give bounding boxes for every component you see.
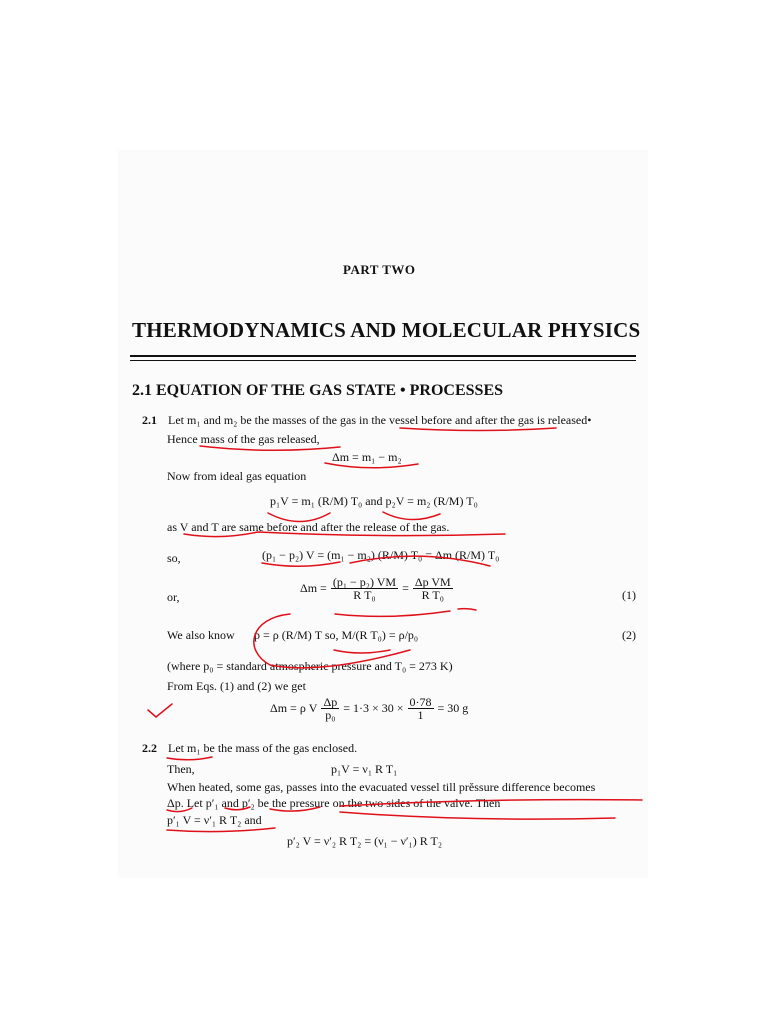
label-or: or, [167, 590, 180, 604]
problem-number: 2.2 [142, 741, 157, 755]
eq-final-fraction-1 [321, 696, 339, 721]
eq-final-fraction-1-den: p₀ [325, 708, 336, 722]
eq-so: (p₁ − p₂) V = (m₁ − m₂) (R/M) T₀ = Δm (R/M) T₀ [262, 548, 500, 562]
label-so: so, [167, 551, 181, 565]
eq-or-fraction-1 [331, 576, 398, 601]
problem-2-2-line2: When heated, some gas, passes into the evacuated vessel till prĕssure difference becomes [167, 780, 596, 794]
problem-2-1-line1: Let m₁ and m₂ be the masses of the gas in the vessel before and after the gas is released• [168, 413, 592, 427]
eq-final-fraction-2-den: 1 [417, 708, 424, 722]
eq-ideal-gas: p₁V = m₁ (R/M) T₀ and p₂V = m₂ (R/M) T₀ [270, 494, 478, 508]
problem-2-2-line3: Δp. Let p′₁ and p′₂ be the pressure on the two sides of the valve. Then [167, 796, 501, 810]
eq-know: p = ρ (R/M) T so, M/(R T₀) = ρ/p₀ [254, 628, 419, 642]
eq-delta-m: Δm = m₁ − m₂ [332, 450, 402, 464]
from-line: From Eqs. (1) and (2) we get [167, 679, 306, 693]
eq-final-result: = 30 g [437, 701, 469, 715]
eq-or-fraction-2-num: Δp VM [414, 575, 451, 589]
problem-2-1-line4: as V and T are same before and after the release of the gas. [167, 520, 450, 534]
eq-final [270, 696, 468, 721]
eq-or-fraction-1-den: R T₀ [353, 588, 376, 602]
eq-number-1: (1) [622, 588, 636, 602]
problem-number: 2.1 [142, 413, 157, 427]
eq-or-fraction-2-den: R T₀ [421, 588, 444, 602]
title-rule-thick [130, 355, 636, 357]
problem-2-2-line1: Let m₁ be the mass of the gas enclosed. [168, 741, 358, 755]
section-title: 2.1 EQUATION OF THE GAS STATE • PROCESSES [132, 382, 504, 399]
eq-or [300, 576, 453, 601]
problem-2-1-line3: Now from ideal gas equation [167, 469, 307, 483]
eq-number-2: (2) [622, 628, 636, 642]
label-we-also-know: We also know [167, 628, 235, 642]
title-rule-thin [130, 360, 636, 361]
problem-2-1-text [142, 413, 591, 428]
problem-2-2-line4: p′₁ V = ν′₁ R T₂ and [167, 813, 262, 827]
eq-or-fraction-1-num: (p₁ − p₂) VM [332, 575, 397, 589]
eq-last: p′₂ V = ν′₂ R T₂ = (ν₁ − ν′₁) R T₂ [287, 834, 443, 848]
eq-then: p₁V = ν₁ R T₁ [331, 762, 398, 776]
label-then: Then, [167, 762, 195, 776]
eq-final-lhs: Δm = ρ V [270, 701, 318, 715]
eq-final-fraction-1-num: Δp [323, 695, 338, 709]
where-line: (where p₀ = standard atmospheric pressure and T₀ = 273 K) [167, 659, 453, 673]
eq-or-fraction-2 [413, 576, 453, 601]
part-label: PART TWO [343, 262, 416, 277]
eq-or-lhs: Δm = [300, 581, 327, 595]
eq-final-fraction-2-num: 0·78 [409, 695, 432, 709]
eq-final-fraction-2 [408, 696, 434, 721]
eq-or-equals: = [402, 581, 409, 595]
problem-2-2-text [142, 741, 357, 756]
problem-2-1-line2: Hence mass of the gas released, [167, 432, 320, 446]
chapter-title: THERMODYNAMICS AND MOLECULAR PHYSICS [132, 318, 641, 342]
eq-final-mid: = 1·3 × 30 × [343, 701, 404, 715]
